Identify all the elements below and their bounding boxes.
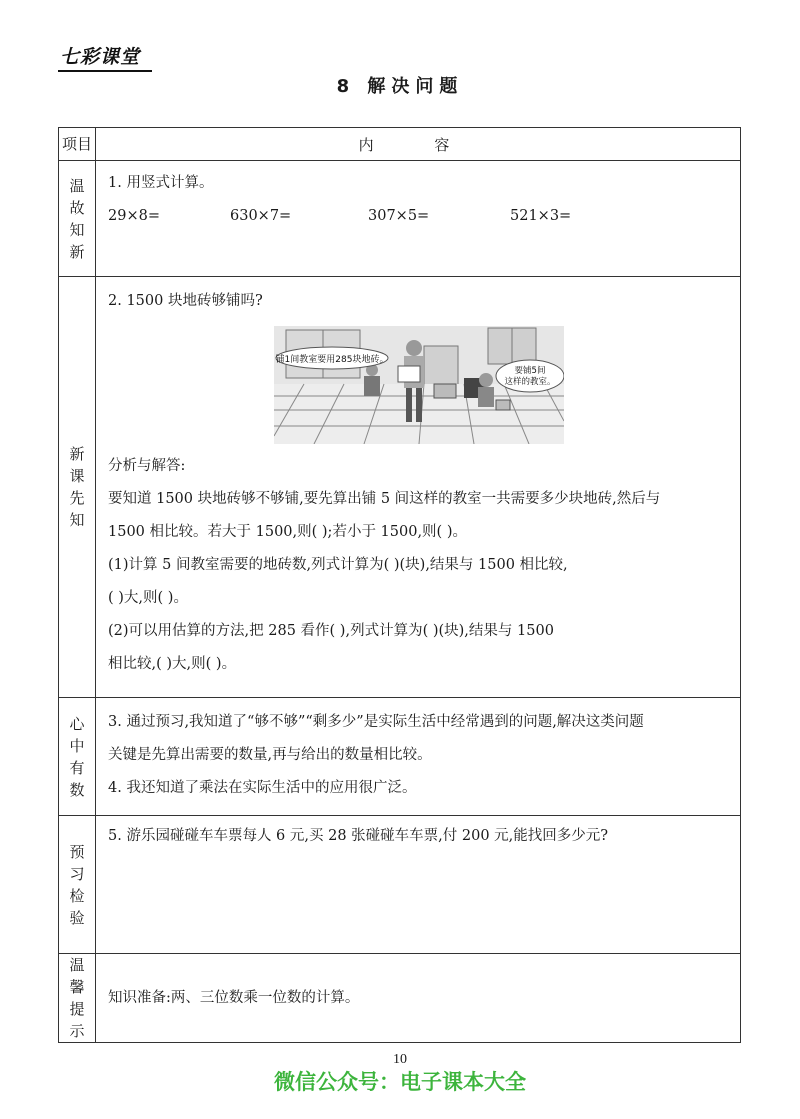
mind-label: 心中有数 xyxy=(69,714,85,799)
question-1: 1. 用竖式计算。 xyxy=(108,175,214,191)
analysis-para-line-1: 要知道 1500 块地砖够不够铺,要先算出铺 5 间这样的教室一共需要多少块地砖,然后与 xyxy=(108,491,661,507)
newlesson-content-cell xyxy=(96,277,741,698)
question-3-line-1: 3. 通过预习,我知道了“够不够”“剩多少”是实际生活中经常遇到的问题,解决这类问题 xyxy=(108,714,644,730)
page-title: 8 解决问题 xyxy=(336,76,464,97)
header-content-label: 内 容 xyxy=(358,135,478,154)
bubble-right-text-2: 这样的教室。 xyxy=(504,377,556,387)
calc-item: 307×5= xyxy=(368,208,430,224)
mind-content-cell xyxy=(96,698,741,816)
sub-question-1-line-2: ( )大,则( )。 xyxy=(108,590,188,606)
sub-question-2-line-1: (2)可以用估算的方法,把 285 看作( ),列式计算为( )(块),结果与 1500 xyxy=(108,623,554,639)
newlesson-label: 新课先知 xyxy=(69,445,85,529)
question-5: 5. 游乐园碰碰车车票每人 6 元,买 28 张碰碰车车票,付 200 元,能找回多少元? xyxy=(108,828,609,844)
check-label: 预习检验 xyxy=(69,842,85,927)
header-item-label: 项目 xyxy=(61,135,92,153)
question-2: 2. 1500 块地砖够铺吗? xyxy=(108,293,263,309)
header-item-cell xyxy=(59,128,96,161)
question-3-line-2: 关键是先算出需要的数量,再与给出的数量相比较。 xyxy=(108,747,432,763)
analysis-para-line-2: 1500 相比较。若大于 1500,则( );若小于 1500,则( )。 xyxy=(108,524,467,540)
analysis-title: 分析与解答: xyxy=(108,458,186,474)
watermark-text: 微信公众号：电子课本大全 xyxy=(274,1070,526,1094)
tips-content-cell xyxy=(96,954,741,1043)
tips-label: 温馨提示 xyxy=(69,956,85,1040)
review-content-cell xyxy=(96,161,741,277)
sub-question-1-line-1: (1)计算 5 间教室需要的地砖数,列式计算为( )(块),结果与 1500 相比较, xyxy=(108,557,568,573)
tips-label-cell xyxy=(59,954,96,1043)
brand-logo: 七彩课堂 xyxy=(60,46,141,68)
calc-item: 521×3= xyxy=(510,208,572,224)
question-4: 4. 我还知道了乘法在实际生活中的应用很广泛。 xyxy=(108,780,417,796)
review-label-cell xyxy=(59,161,96,277)
check-content-cell xyxy=(96,816,741,954)
sub-question-2-line-2: 相比较,( )大,则( )。 xyxy=(108,656,237,672)
mind-label-cell xyxy=(59,698,96,816)
page-number: 10 xyxy=(393,1052,407,1067)
bubble-right-text-1: 要铺5间 xyxy=(514,366,546,376)
tips-text: 知识准备:两、三位数乘一位数的计算。 xyxy=(108,989,360,1006)
bubble-left-text: 铺1间教室要用285块地砖。 xyxy=(275,355,389,365)
calc-item: 29×8= xyxy=(108,208,160,224)
review-label: 温故知新 xyxy=(69,176,85,261)
worksheet-table xyxy=(58,127,741,1043)
newlesson-label-cell xyxy=(59,277,96,698)
header-content-cell xyxy=(96,128,741,161)
calc-item: 630×7= xyxy=(230,208,292,224)
calc-row xyxy=(108,200,730,233)
check-label-cell xyxy=(59,816,96,954)
classroom-illustration xyxy=(274,326,564,444)
